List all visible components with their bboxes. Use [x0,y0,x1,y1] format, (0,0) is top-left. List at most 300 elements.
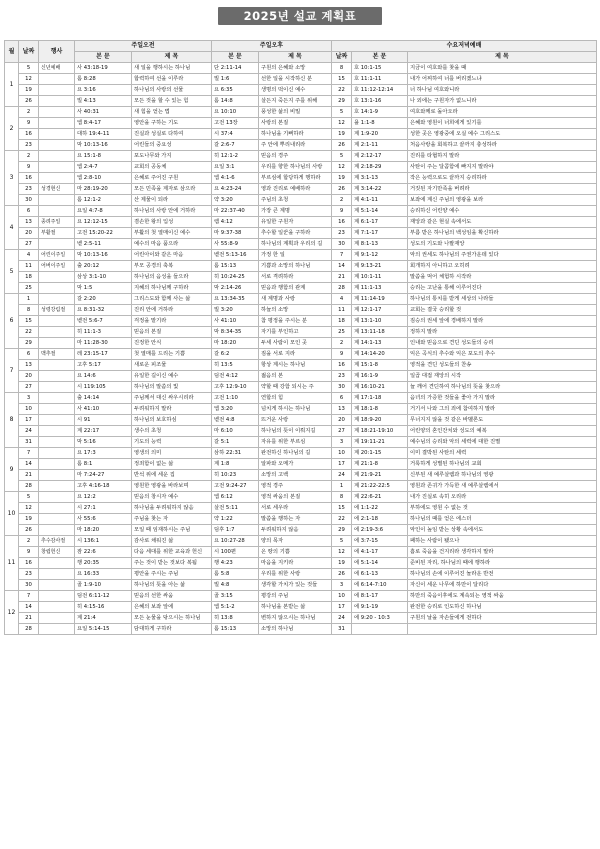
cell-subject-1: 반석 위에 세운 집 [132,470,212,481]
cell-text-3: 에 2:1-18 [352,514,408,525]
cell-text-2: 삼하 22:31 [212,448,259,459]
cell-text-2: 롬 14:8 [212,96,259,107]
cell-date: 31 [19,437,39,448]
cell-subject-3: 내가 진실로 속히 오리라 [408,492,597,503]
cell-subject-3: 일곱 대접 재앙의 시작 [408,371,597,382]
cell-subject-3 [408,624,597,635]
cell-text-3: 호 13:1-16 [352,96,408,107]
table-row [5,547,597,558]
cell-date: 22 [19,327,39,338]
cell-event [39,129,75,140]
sermon-plan-table [4,40,597,635]
cell-subject-1: 믿음의 선한 싸움 [132,591,212,602]
table-row [5,338,597,349]
cell-text-2: 시 37:4 [212,129,259,140]
cell-text-3: 계 21:22-22:5 [352,481,408,492]
cell-text-1: 시 91 [75,415,132,426]
cell-text-1: 사 41:10 [75,404,132,415]
cell-subject-1: 기도의 능력 [132,437,212,448]
cell-text-1: 시 27:1 [75,503,132,514]
cell-text-2: 마 22:37-40 [212,206,259,217]
cell-date-3: 22 [332,514,352,525]
cell-date: 1 [19,294,39,305]
table-row [5,316,597,327]
cell-text-3: 계 3:1-13 [352,173,408,184]
cell-subject-1: 산 제물이 되라 [132,195,212,206]
cell-date-3: 12 [332,162,352,173]
cell-subject-3: 여호와께로 돌아오라 [408,107,597,118]
cell-event [39,272,75,283]
cell-subject-2: 소망의 하나님 [259,624,332,635]
cell-subject-3: 예수님의 승리와 악의 세력에 대한 진멸 [408,437,597,448]
cell-text-3: 에 3:7-15 [352,536,408,547]
month-cell: 4 [5,206,19,250]
table-row [5,129,597,140]
month-cell: 2 [5,107,19,151]
cell-date: 7 [19,448,39,459]
cell-subject-3: 회개하지 아니하고 오히려 [408,261,597,272]
cell-subject-2: 살든지 죽든지 주를 위해 [259,96,332,107]
cell-text-2: 사 55:8-9 [212,239,259,250]
cell-text-3: 계 18:9-20 [352,415,408,426]
cell-event [39,569,75,580]
table-row [5,118,597,129]
cell-subject-2: 추수할 일꾼을 구하라 [259,228,332,239]
cell-date-3: 11 [332,305,352,316]
cell-subject-1: 주는 것이 받는 것보다 복됨 [132,558,212,569]
cell-subject-1: 영원한 영광을 바라보며 [132,481,212,492]
table-row [5,624,597,635]
cell-text-3: 계 19:11-21 [352,437,408,448]
cell-subject-3: 하나님의 때를 얻은 에스더 [408,514,597,525]
cell-subject-1: 포도나무와 가지 [132,151,212,162]
cell-subject-1: 새로운 피조물 [132,360,212,371]
cell-date: 29 [19,338,39,349]
cell-text-1: 요일 5:14-15 [75,624,132,635]
cell-date-3: 7 [332,250,352,261]
table-row [5,591,597,602]
cell-text-1: 대하 19:4-11 [75,129,132,140]
cell-text-3: 계 21:1-8 [352,459,408,470]
cell-event [39,459,75,470]
header-sunday-afternoon: 주일오후 [212,41,332,52]
table-row [5,514,597,525]
cell-text-3: 계 2:12-17 [352,151,408,162]
cell-date: 5 [19,492,39,503]
cell-subject-1: 생수의 초청 [132,426,212,437]
cell-subject-2: 믿음의 경주 [259,151,332,162]
cell-subject-3: 승리는 고난을 통해 이루어진다 [408,283,597,294]
cell-event [39,360,75,371]
cell-text-2: 고전 1:10 [212,393,259,404]
cell-text-1: 사 40:31 [75,107,132,118]
cell-subject-3: 완전한 승리로 인도하신 하나님 [408,602,597,613]
cell-text-1: 롬 8:28 [75,74,132,85]
cell-subject-3: 은혜와 영원이 너희에게 있기를 [408,118,597,129]
cell-text-3: 계 13:11-18 [352,327,408,338]
cell-subject-2: 참 평정을 주시는 분 [259,316,332,327]
cell-text-1: 막 10:13-16 [75,250,132,261]
cell-subject-2: 평강의 주님 [259,591,332,602]
title-area [0,0,600,30]
cell-subject-3: 패하는 사람이 됐으나 [408,536,597,547]
cell-subject-2: 짐을 서로 지라 [259,349,332,360]
cell-date: 14 [19,602,39,613]
cell-date-3: 26 [332,140,352,151]
cell-text-3: 계 2:1-11 [352,140,408,151]
table-row [5,437,597,448]
cell-subject-2: 말씀을 행하는 자 [259,514,332,525]
table-row [5,96,597,107]
cell-subject-2: 주 안에 뿌리내리라 [259,140,332,151]
cell-text-3: 계 11:1-13 [352,283,408,294]
cell-subject-3: 악의 권세도 하나님의 주권가운데 있다 [408,250,597,261]
cell-date-3: 21 [332,272,352,283]
cell-text-1: 히 11:1-3 [75,327,132,338]
cell-event: 종려주일 [39,217,75,228]
table-row [5,63,597,74]
cell-event: 어버이주일 [39,261,75,272]
cell-event [39,74,75,85]
cell-subject-2: 믿음과 행함의 관계 [259,283,332,294]
cell-text-1: 출 14:14 [75,393,132,404]
cell-event [39,437,75,448]
cell-subject-2: 가정 한 일 [259,250,332,261]
table-row [5,613,597,624]
cell-date: 26 [19,96,39,107]
cell-subject-1: 평안을 주시는 주님 [132,569,212,580]
table-row [5,250,597,261]
cell-text-1: 마 28:19-20 [75,184,132,195]
cell-text-1: 사 43:18-19 [75,63,132,74]
cell-subject-1: 두려워하지 말라 [132,404,212,415]
cell-subject-1: 부활의 첫 열매이신 예수 [132,228,212,239]
cell-text-2: 요일 3:1 [212,162,259,173]
cell-date: 27 [19,239,39,250]
cell-date-3: 19 [332,558,352,569]
cell-subject-1: 하나님의 음성을 들으라 [132,272,212,283]
cell-date: 13 [19,217,39,228]
cell-text-1: 계 22:17 [75,426,132,437]
cell-date-3: 14 [332,261,352,272]
cell-date-3: 28 [332,283,352,294]
cell-text-1: 엡 8:4-17 [75,118,132,129]
cell-subject-2: 가장 큰 계명 [259,206,332,217]
cell-event [39,316,75,327]
cell-date-3: 12 [332,118,352,129]
month-cell: 11 [5,536,19,591]
header-text-2: 본 문 [212,52,259,63]
cell-date: 4 [19,250,39,261]
table-row [5,382,597,393]
cell-text-2: 엡 6:12 [212,492,259,503]
cell-subject-1: 하나님의 말씀의 빛 [132,382,212,393]
cell-text-2: 히 10:23 [212,470,259,481]
table-row [5,558,597,569]
cell-event [39,613,75,624]
cell-text-3: 계 4:1-11 [352,195,408,206]
table-row [5,327,597,338]
cell-date: 14 [19,459,39,470]
cell-subject-1: 주님을 찾는 자 [132,514,212,525]
cell-text-3: 계 13:1-10 [352,316,408,327]
cell-subject-2: 유일한 구원자 [259,217,332,228]
page-title: 2025년 설교 계획표 [218,7,382,25]
cell-text-2: 약 3:20 [212,195,259,206]
cell-subject-3: 진리를 타협하지 말라 [408,151,597,162]
cell-subject-2: 두려워하지 않음 [259,525,332,536]
cell-event: 창립헌신 [39,547,75,558]
cell-text-1: 마 7:24-27 [75,470,132,481]
month-cell: 12 [5,591,19,635]
cell-text-3: 계 15:1-8 [352,360,408,371]
cell-date-3: 13 [332,404,352,415]
cell-date: 21 [19,470,39,481]
cell-text-2: 딤전 4:12 [212,371,259,382]
cell-text-2: 단 2:11-14 [212,63,259,74]
cell-subject-1: 합력하여 선을 이루라 [132,74,212,85]
table-row [5,162,597,173]
cell-subject-1: 겸손한 왕의 입성 [132,217,212,228]
cell-text-1: 삼상 3:1-10 [75,272,132,283]
cell-text-1: 행 20:35 [75,558,132,569]
cell-text-1: 시 136:1 [75,536,132,547]
cell-date-3: 16 [332,360,352,371]
cell-text-2: 고후 12:9-10 [212,382,259,393]
cell-subject-2: 우리를 향한 하나님의 사랑 [259,162,332,173]
cell-subject-3: 이미 결박된 사탄의 세력 [408,448,597,459]
cell-subject-2: 서로 격려하라 [259,272,332,283]
cell-text-1: 요 3:16 [75,85,132,96]
table-row [5,294,597,305]
header-subject-3: 제 목 [408,52,597,63]
cell-subject-2: 영적 싸움의 본질 [259,492,332,503]
header-row-2 [5,52,597,63]
cell-text-2: 히 12:1-2 [212,151,259,162]
cell-date-3: 26 [332,569,352,580]
cell-subject-3: 처음사랑을 회복하고 끝까지 충성하라 [408,140,597,151]
table-row [5,85,597,96]
cell-text-1: 출 20:12 [75,261,132,272]
cell-event [39,514,75,525]
table-row [5,404,597,415]
table-row [5,217,597,228]
cell-subject-2: 알파와 오메가 [259,459,332,470]
header-row-1 [5,41,597,52]
cell-text-2: 요 10:27-28 [212,536,259,547]
cell-date-3: 15 [332,74,352,85]
cell-subject-3: 거짓된 자기만족을 버려라 [408,184,597,195]
cell-subject-3: 짐승의 권세 앞에 경배하지 말라 [408,316,597,327]
cell-date-3: 22 [332,85,352,96]
cell-date-3: 26 [332,184,352,195]
cell-text-2: 마 6:10 [212,426,259,437]
cell-subject-1: 그리스도와 함께 사는 삶 [132,294,212,305]
cell-subject-2: 새 계명과 사랑 [259,294,332,305]
cell-subject-2: 온 땅의 기쁨 [259,547,332,558]
cell-text-2: 딤후 1:7 [212,525,259,536]
cell-date: 16 [19,173,39,184]
cell-text-3: 호 14:1-9 [352,107,408,118]
cell-text-1: 막 1:5 [75,283,132,294]
cell-subject-3: 거기서 나와 그의 죄에 참여하지 말라 [408,404,597,415]
cell-subject-3: 구원의 날을 자손들에게 전하다 [408,613,597,624]
cell-date: 12 [19,74,39,85]
cell-text-3: 계 1:9-20 [352,129,408,140]
cell-subject-3: 너 하나님 여호와니라 [408,85,597,96]
cell-text-1: 요 16:33 [75,569,132,580]
cell-text-3: 계 22:6-21 [352,492,408,503]
cell-subject-2: 뜨거운 사랑 [259,415,332,426]
table-row [5,283,597,294]
cell-event [39,558,75,569]
cell-date: 12 [19,503,39,514]
cell-subject-3: 익은 곡식의 추수와 익은 포도의 추수 [408,349,597,360]
cell-date: 23 [19,140,39,151]
cell-text-1: 요 8:31-32 [75,305,132,316]
cell-subject-3: 말씀을 먹어 체험하 시작라 [408,272,597,283]
cell-subject-3: 부름 받은 하나님의 백성임을 확신하라 [408,228,597,239]
cell-date-3: 9 [332,206,352,217]
cell-subject-2: 선한 일을 시작하신 분 [259,74,332,85]
cell-subject-3: 내가 어찌하여 너를 버리겠느냐 [408,74,597,85]
header-sunday-morning: 주일오전 [75,41,212,52]
cell-subject-3: 영원과 존귀가 가득한 새 예루살렘에서 [408,481,597,492]
cell-event [39,151,75,162]
cell-date-3: 3 [332,580,352,591]
cell-date-3: 19 [332,129,352,140]
cell-event: 추수감사절 [39,536,75,547]
cell-subject-3: 준비된 자리, 하나님의 때에 행하라 [408,558,597,569]
cell-event [39,525,75,536]
table-row [5,525,597,536]
cell-date: 30 [19,580,39,591]
month-cell: 8 [5,393,19,448]
cell-event [39,371,75,382]
table-row [5,503,597,514]
cell-subject-1: 다음 세대를 위한 교육과 헌신 [132,547,212,558]
cell-subject-2: 소망의 고백 [259,470,332,481]
cell-subject-1: 어린아이와 같은 마음 [132,250,212,261]
cell-text-1: 골 1:9-10 [75,580,132,591]
cell-text-3: 계 18:21-19:10 [352,426,408,437]
month-cell: 3 [5,151,19,206]
cell-subject-2: 기쁨과 소망의 하나님 [259,261,332,272]
cell-subject-1: 모든 눈물을 닦으시는 하나님 [132,613,212,624]
cell-text-3: 에 8:1-17 [352,591,408,602]
header-subject-1: 제 목 [132,52,212,63]
cell-subject-3: 거룩하게 성별된 하나님의 교회 [408,459,597,470]
cell-text-2: 요 6:35 [212,85,259,96]
cell-date: 28 [19,624,39,635]
cell-subject-2: 자유를 위한 부르심 [259,437,332,448]
cell-subject-1: 하나님의 사랑 안에 거하라 [132,206,212,217]
cell-text-3: 계 20:1-15 [352,448,408,459]
cell-text-2: 갈 6:2 [212,349,259,360]
cell-date: 16 [19,558,39,569]
cell-text-2: 벧전 4:8 [212,415,259,426]
cell-date-3: 19 [332,173,352,184]
cell-text-2: 살전 5:11 [212,503,259,514]
cell-date: 6 [19,349,39,360]
cell-event [39,426,75,437]
cell-text-1: 요 17:3 [75,448,132,459]
cell-subject-1: 새 일을 행하시는 하나님 [132,63,212,74]
table-row [5,492,597,503]
cell-subject-2: 완전하신 하나님의 길 [259,448,332,459]
cell-subject-1: 은혜로 주어진 구원 [132,173,212,184]
cell-subject-2: 연합의 힘 [259,393,332,404]
cell-date-3: 12 [332,547,352,558]
cell-event [39,173,75,184]
cell-text-1: 갈 2:20 [75,294,132,305]
cell-date: 16 [19,129,39,140]
cell-date-3: 1 [332,481,352,492]
cell-text-3: 에 6:1-13 [352,569,408,580]
cell-text-3: 에 2:19-3:6 [352,525,408,536]
cell-date: 30 [19,195,39,206]
table-row [5,459,597,470]
table-row [5,426,597,437]
cell-text-1: 마 11:28-30 [75,338,132,349]
table-row [5,74,597,85]
cell-text-2: 요 10:10 [212,107,259,118]
cell-subject-3: 어린양의 혼인잔치와 성도의 예복 [408,426,597,437]
cell-subject-1: 담대하게 구하라 [132,624,212,635]
cell-subject-2: 하나님을 본받는 삶 [259,602,332,613]
cell-text-2: 히 10:24-25 [212,272,259,283]
cell-text-2: 렘 4:12 [212,217,259,228]
cell-text-3: 계 9:13-21 [352,261,408,272]
cell-text-2: 막 2:14-26 [212,283,259,294]
cell-date: 2 [19,151,39,162]
cell-date-3: 9 [332,349,352,360]
cell-date: 26 [19,525,39,536]
cell-subject-1: 모든 것을 할 수 있는 힘 [132,96,212,107]
cell-text-3: 에 9:20 - 10:3 [352,613,408,624]
cell-date-3: 17 [332,459,352,470]
cell-subject-2: 하나님의 뜻이 이뤄지길 [259,426,332,437]
cell-subject-1: 믿음의 본질 [132,327,212,338]
table-row [5,107,597,118]
cell-date: 2 [19,107,39,118]
cell-subject-1: 영생의 의미 [132,448,212,459]
table-row [5,261,597,272]
table-row [5,448,597,459]
cell-subject-3: 지금이 여호와를 찾을 때 [408,63,597,74]
cell-text-1: 요 15:1-8 [75,151,132,162]
cell-subject-3: 정하지 말라 [408,327,597,338]
cell-event [39,602,75,613]
cell-event [39,503,75,514]
cell-text-3: 계 7:1-17 [352,228,408,239]
cell-date: 23 [19,184,39,195]
cell-date: 13 [19,360,39,371]
cell-text-1: 막 5:16 [75,437,132,448]
table-row [5,195,597,206]
table-row [5,305,597,316]
cell-date: 21 [19,613,39,624]
table-row [5,602,597,613]
cell-text-1: 엡 2:4-7 [75,162,132,173]
cell-event [39,294,75,305]
cell-date-3: 25 [332,327,352,338]
cell-date-3: 27 [332,426,352,437]
cell-event [39,580,75,591]
cell-date: 27 [19,382,39,393]
cell-date: 23 [19,569,39,580]
cell-event [39,107,75,118]
